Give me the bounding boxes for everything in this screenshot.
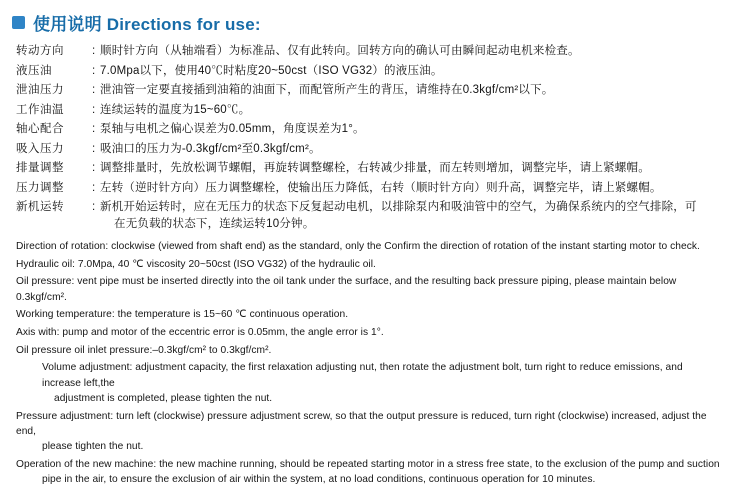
english-line: Direction of rotation: clockwise (viewed from shaft end) as the standard, only the Confirm the direction of rotation of the instant starting motor to check. xyxy=(16,241,700,252)
english-paragraph xyxy=(16,307,722,322)
instruction-row xyxy=(16,160,722,177)
label-colon: : xyxy=(92,201,96,213)
label-colon: : xyxy=(92,64,96,77)
instruction-label: 转动方向 xyxy=(16,45,64,57)
english-line-continued: pipe in the air, to ensure the exclusion of air within the system, at no load conditions, continuous operation for 10 minutes. xyxy=(42,473,596,485)
instruction-text: 顺时针方向（从轴端看）为标准品、仅有此转向。回转方向的确认可由瞬间起动电机来检查。 xyxy=(100,45,580,57)
english-line-continued: please tighten the nut. xyxy=(42,440,144,452)
instruction-text: 泄油管一定要直接插到油箱的油面下，而配管所产生的背压，请维持在0.3kgf/cm²以下。 xyxy=(100,84,554,96)
english-paragraph xyxy=(16,457,722,487)
page-title-text: 使用说明 Directions for use: xyxy=(33,15,261,34)
instruction-text-line1: 新机开始运转时，应在无压力的状态下反复起动电机，以排除泵内和吸油管中的空气，为确保系统内的空气排除，可 xyxy=(100,201,697,213)
instruction-label: 泄油压力 xyxy=(16,84,64,96)
english-line: Volume adjustment: adjustment capacity, the first relaxation adjusting nut, then rotate the adjustment bolt, turn right to reduce emissions, and increase left,the xyxy=(42,362,683,389)
instruction-text xyxy=(100,199,722,233)
english-paragraph xyxy=(16,409,722,455)
instruction-row xyxy=(16,180,722,197)
instruction-label: 新机运转 xyxy=(16,201,64,213)
english-paragraph xyxy=(16,343,722,358)
chinese-instructions xyxy=(16,43,722,233)
instruction-row xyxy=(16,43,722,60)
label-colon: : xyxy=(92,103,96,116)
instruction-text: 泵轴与电机之偏心误差为0.05mm，角度误差为1°。 xyxy=(100,123,365,135)
english-paragraph xyxy=(16,239,722,254)
label-colon: : xyxy=(92,84,96,96)
english-paragraph xyxy=(16,257,722,272)
instruction-text: 7.0Mpa以下，使用40℃时粘度20~50cst（ISO VG32）的液压油。 xyxy=(100,64,443,77)
label-colon: : xyxy=(92,181,96,194)
english-line: Pressure adjustment: turn left (clockwise) pressure adjustment screw, so that the output pressure is reduced, turn right (clockwise) increased, adjust the end, xyxy=(16,410,707,437)
english-paragraph xyxy=(16,274,722,304)
instruction-text: 吸油口的压力为-0.3kgf/cm²至0.3kgf/cm²。 xyxy=(100,142,321,155)
instruction-row xyxy=(16,102,722,119)
instruction-label: 压力调整 xyxy=(16,181,64,194)
instruction-row xyxy=(16,82,722,99)
page-title xyxy=(12,10,722,35)
english-paragraph xyxy=(16,360,722,406)
english-line: Hydraulic oil: 7.0Mpa, 40 ℃ viscosity 20~50cst (ISO VG32) of the hydraulic oil. xyxy=(16,258,376,270)
english-line-continued: adjustment is completed, please tighten the nut. xyxy=(54,392,273,404)
instruction-row xyxy=(16,121,722,138)
english-line: Working temperature: the temperature is 15~60 ℃ continuous operation. xyxy=(16,309,349,321)
label-colon: : xyxy=(92,162,96,174)
instruction-label: 工作油温 xyxy=(16,103,64,116)
instruction-text: 左转（逆时针方向）压力调整螺栓，使输出压力降低，右转（顺时针方向）则升高，调整完毕，请上紧螺帽。 xyxy=(100,181,662,194)
english-instructions xyxy=(16,239,722,487)
instruction-label: 排量调整 xyxy=(16,162,64,174)
english-line: Oil pressure: vent pipe must be inserted directly into the oil tank under the surface, and the resulting back pressure piping, please maintain below 0.3kgf/cm². xyxy=(16,276,677,303)
english-paragraph xyxy=(16,325,722,340)
english-line: Axis with: pump and motor of the eccentric error is 0.05mm, the angle error is 1°. xyxy=(16,327,384,339)
label-colon: : xyxy=(92,45,96,57)
instruction-text: 连续运转的温度为15~60℃。 xyxy=(100,103,251,116)
bullet-square-icon xyxy=(12,16,25,29)
instruction-label: 液压油 xyxy=(16,64,52,77)
instruction-row xyxy=(16,141,722,158)
english-line: Oil pressure oil inlet pressure:–0.3kgf/cm² to 0.3kgf/cm². xyxy=(16,344,272,356)
instruction-text-line2: 在无负载的状态下，连续运转10分钟。 xyxy=(114,218,315,230)
instruction-text: 调整排量时，先放松调节螺帽，再旋转调整螺栓，右转减少排量，而左转则增加，调整完毕，请上紧螺帽。 xyxy=(100,162,650,174)
instruction-row xyxy=(16,199,722,233)
instruction-label: 轴心配合 xyxy=(16,123,64,135)
label-colon: : xyxy=(92,142,96,155)
instruction-row xyxy=(16,63,722,80)
label-colon: : xyxy=(92,123,96,135)
english-line: Operation of the new machine: the new machine running, should be repeated starting motor in a stress free state, to the exclusion of the pump and suction xyxy=(16,458,720,470)
instruction-label: 吸入压力 xyxy=(16,142,64,155)
